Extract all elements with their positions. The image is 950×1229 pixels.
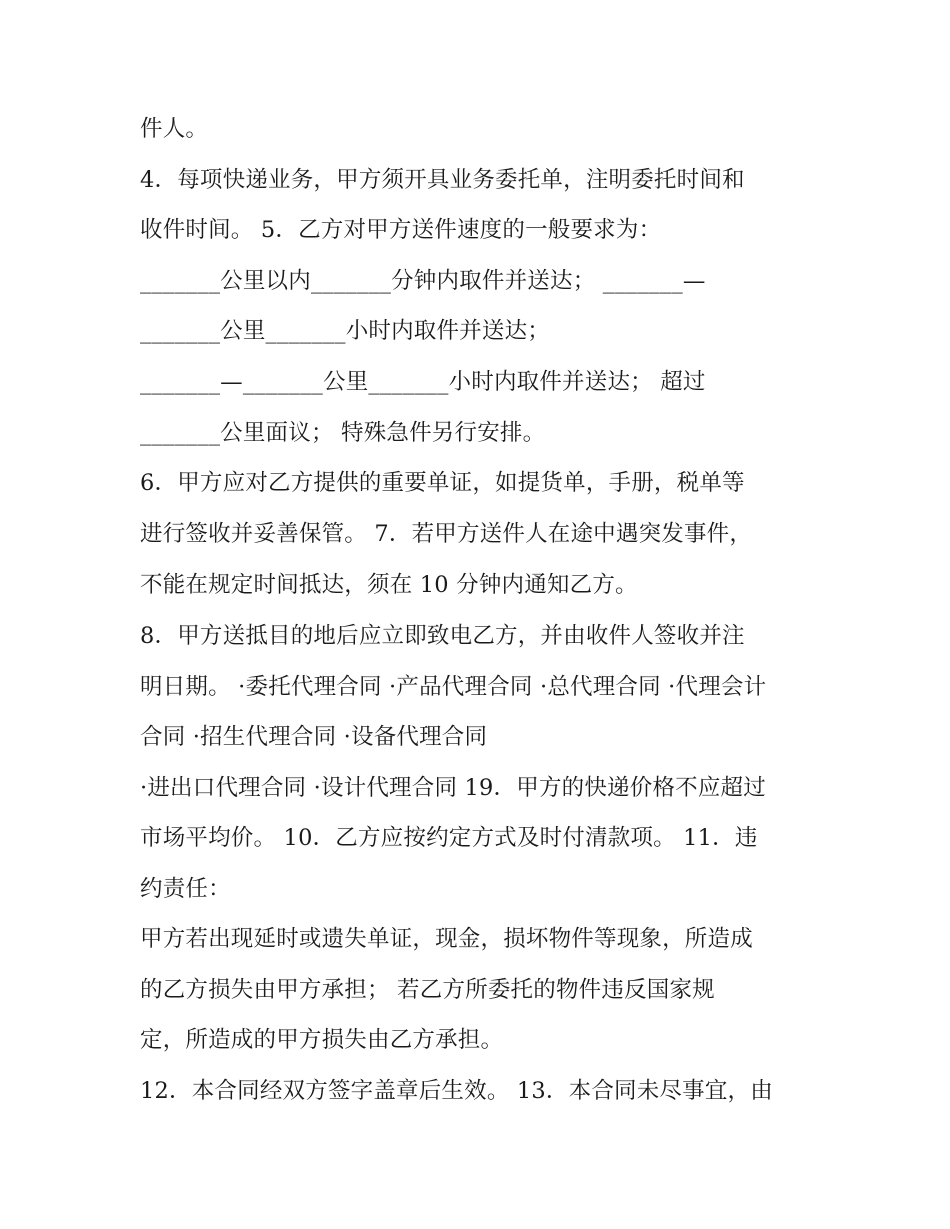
text-line: _______公里面议； 特殊急件另行安排。 (140, 420, 546, 446)
text-line: 不能在规定时间抵达，须在 10 分钟内通知乙方。 (140, 572, 638, 598)
text-line: 12．本合同经双方签字盖章后生效。 13．本合同未尽事宜，由 (140, 1078, 773, 1104)
text-line: 约责任： (140, 876, 231, 902)
text-line: 件人。 (140, 116, 209, 142)
text-line: 市场平均价。 10．乙方应按约定方式及时付清款项。 11．违 (140, 825, 758, 851)
text-line: 定，所造成的甲方损失由乙方承担。 (140, 1027, 504, 1053)
text-line: 合同 ·招生代理合同 ·设备代理合同 (140, 724, 488, 750)
text-line: 甲方若出现延时或遗失单证，现金，损坏物件等现象，所造成 (140, 926, 753, 952)
text-line: _______公里_______小时内取件并送达； (140, 318, 551, 344)
text-line: 明日期。 ·委托代理合同 ·产品代理合同 ·总代理合同 ·代理会计 (140, 674, 767, 700)
text-line: 的乙方损失由甲方承担； 若乙方所委托的物件违反国家规 (140, 977, 715, 1003)
text-line: ·进出口代理合同 ·设计代理合同 19．甲方的快递价格不应超过 (140, 775, 766, 801)
text-line: 进行签收并妥善保管。 7．若甲方送件人在途中遇突发事件， (140, 521, 753, 547)
text-line: 4．每项快递业务，甲方须开具业务委托单，注明委托时间和 (140, 167, 745, 193)
text-line: 6．甲方应对乙方提供的重要单证，如提货单，手册，税单等 (140, 470, 745, 496)
text-line: _______公里以内_______分钟内取件并送达； _______— (140, 268, 706, 294)
text-line: _______—_______公里_______小时内取件并送达； 超过 (140, 369, 706, 395)
text-line: 8．甲方送抵目的地后应立即致电乙方，并由收件人签收并注 (140, 623, 745, 649)
text-line: 收件时间。 5．乙方对甲方送件速度的一般要求为： (140, 217, 662, 243)
